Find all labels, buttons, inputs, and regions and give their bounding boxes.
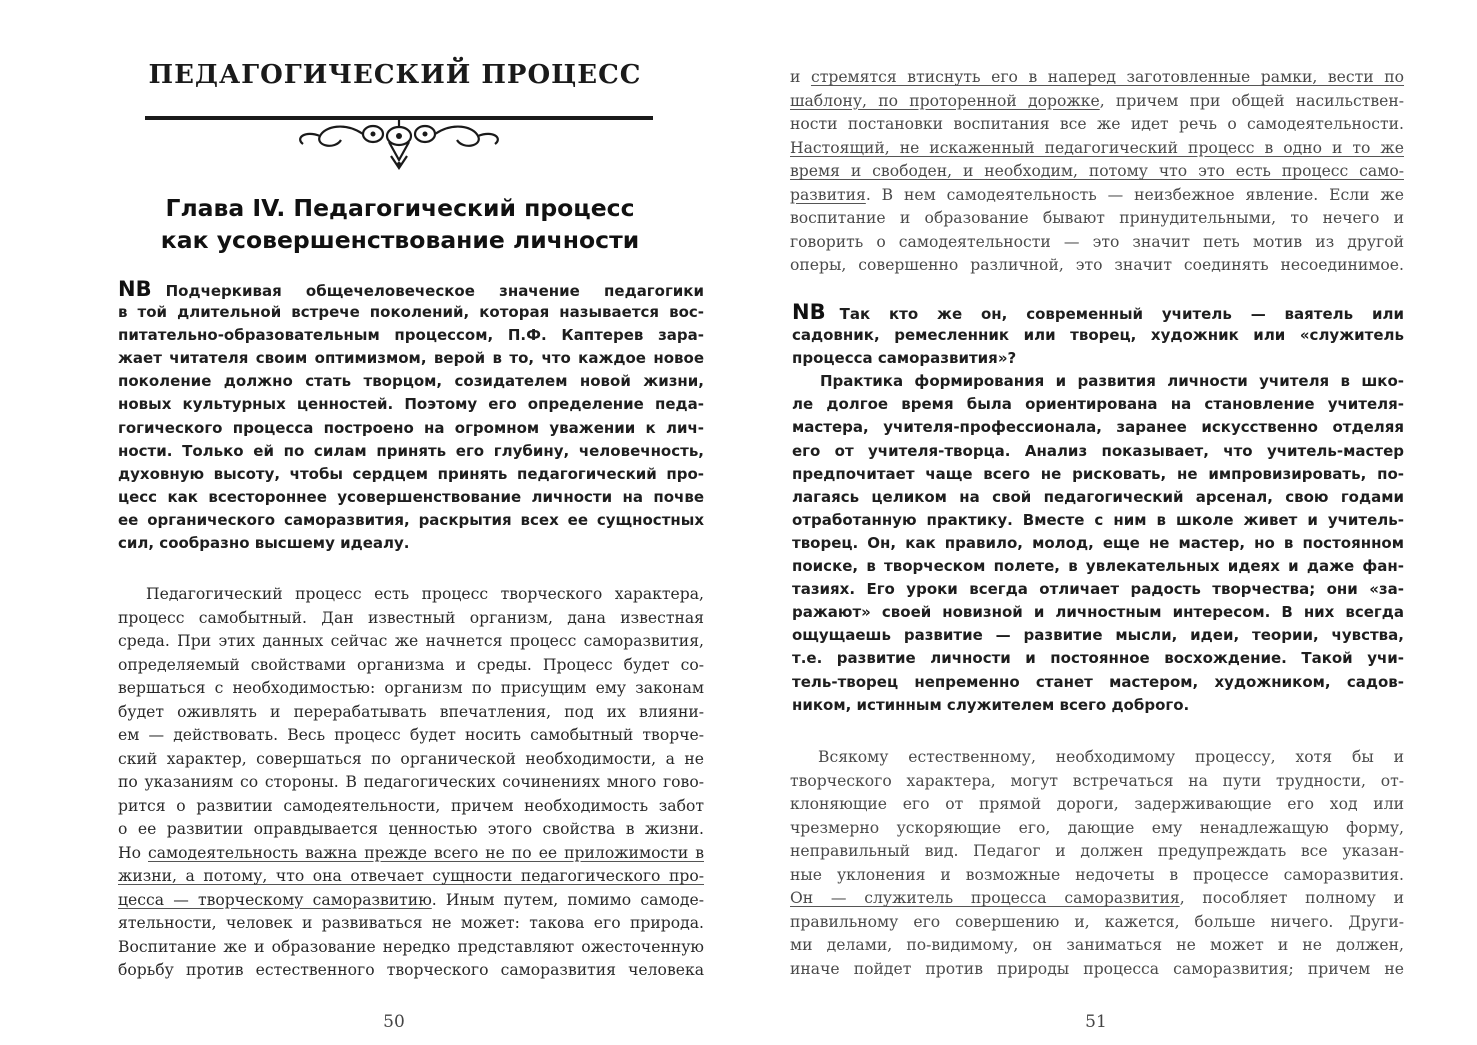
text-line: ности постановки воспитания все же идет речь о самодеятельности. <box>790 115 1404 133</box>
text-line: говорить о самодеятельности — это значит петь мотив из другой <box>790 232 1404 251</box>
text-line: духовную высоту, чтобы сердцем принять педагогический про- <box>118 464 704 483</box>
underlined-text: цесса — творческому саморазвитию <box>118 890 432 909</box>
text-line <box>790 184 1404 208</box>
text-line: Воспитание же и образование нередко представляют ожесточенную <box>118 937 704 956</box>
nb-label: NB <box>118 277 152 301</box>
chapter-title <box>120 192 680 256</box>
text-line: творческого характера, могут встречаться на пути трудности, от- <box>790 771 1404 790</box>
text-line: чрезмерно ускоряющие его, дающие ему ненадлежащую форму, <box>790 818 1404 837</box>
text-line: новых культурных ценностей. Поэтому его определение педа- <box>118 395 704 414</box>
text-line: ем — действовать. Весь процесс будет носить самобытный творче- <box>118 726 704 744</box>
underlined-text: самодеятельность важна прежде всего не по ее приложимости в <box>148 843 704 862</box>
text-line: определяемый свойствами организма и среды. Процесс будет со- <box>118 655 704 674</box>
text-line: Всякому естественному, необходимому процессу, хотя бы и <box>818 748 1404 766</box>
text-line: садовник, ремесленник или творец, художник или «служитель <box>792 326 1404 345</box>
text-line: ми делами, по-видимому, он заниматься не может и не должен, <box>790 936 1404 954</box>
text-segment: . В нем самодеятельность — неизбежное явление. Если же <box>865 185 1404 204</box>
underlined-text: Он — служитель процесса саморазвития <box>790 889 1180 907</box>
left-page <box>0 0 738 1045</box>
text-line <box>118 889 704 913</box>
text-line: мастера, учителя-профессионала, заранее искусственно отделяя <box>792 418 1404 437</box>
body-text <box>118 583 704 983</box>
text-line: ский характер, совершаться по органической необходимости, а не <box>118 749 704 768</box>
underlined-text: Настоящий, не искаженный педагогический процесс в одно и то же <box>790 138 1404 157</box>
text-line: поиске, в творческом полете, в увлекательных идеях и даже фан- <box>792 557 1404 576</box>
text-line: тазиях. Его уроки всегда отличает радость творчества; они «за- <box>792 580 1404 599</box>
text-line: ее органического саморазвития, раскрытия всех ее сущностных <box>118 510 704 529</box>
page-number: 50 <box>383 1012 405 1032</box>
text-line: ле долгое время была ориентирована на становление учителя- <box>792 395 1404 414</box>
text-line: рится о развитии самодеятельности, причем необходимость забот <box>118 796 704 815</box>
text-line: будет оживлять и перерабатывать впечатления, под их влияни- <box>118 702 704 721</box>
page-number: 51 <box>1085 1012 1107 1032</box>
text-line: его от учителя-творца. Анализ показывает, что учитель-мастер <box>792 441 1404 460</box>
text-line: неправильный вид. Педагог и должен предупреждать все указан- <box>790 842 1404 860</box>
text-line: вершаться с необходимостью: организм по присущим ему законам <box>118 679 704 697</box>
text-line: сил, сообразно высшему идеалу. <box>118 534 410 553</box>
text-line: воспитание и образование бывают принудительными, то нечего и <box>790 209 1404 227</box>
text-line: ятельности, человек и развиваться не может: такова его природа. <box>118 914 704 932</box>
underlined-text: стремятся втиснуть его в наперед заготовленные рамки, вести по <box>810 68 1405 86</box>
nb-commentary <box>118 278 704 555</box>
text-line: среда. При этих данных сейчас же начнется процесс саморазвития, <box>118 632 704 650</box>
nb-text: Подчеркивая общечеловеческое значение педагогики <box>165 282 704 300</box>
text-line: клоняющие его от прямой дороги, задерживающие его ход или <box>790 795 1404 813</box>
text-segment: , причем при общей насильствен- <box>1099 91 1404 110</box>
chapter-title-line: как усовершенствование личности <box>160 226 640 254</box>
text-segment: Но <box>118 843 148 862</box>
nb-commentary <box>792 301 1404 717</box>
nb-text: Так кто же он, современный учитель — ваятель или <box>839 305 1404 323</box>
text-line: ности. Только ей по силам принять его глубину, человечность, <box>118 441 704 460</box>
text-line: Практика формирования и развития личности учителя в шко- <box>820 372 1404 391</box>
text-line: тель-творец непременно станет мастером, художником, садов- <box>792 672 1404 691</box>
text-segment: и <box>790 68 811 86</box>
text-line <box>790 90 1404 114</box>
body-text-continued <box>790 66 1404 278</box>
text-line: Педагогический процесс есть процесс творческого характера, <box>146 585 704 603</box>
text-line: правильному его совершению и, кажется, больше ничего. Други- <box>790 912 1404 931</box>
underlined-text: развития <box>790 185 866 204</box>
chapter-title-line: Глава IV. Педагогический процесс <box>165 194 635 222</box>
text-line: процесс самобытный. Дан известный организм, дана известная <box>118 608 704 627</box>
text-line: ражают» своей новизной и личностным интересом. В них всегда <box>792 603 1404 622</box>
text-line: жает читателя своим оптимизмом, верой в то, что каждое новое <box>118 349 704 368</box>
text-line: гогического процесса построено на огромном уважении к лич- <box>118 418 704 437</box>
underlined-text: шаблону, по проторенной дорожке <box>790 91 1100 110</box>
text-line <box>792 301 1404 324</box>
text-line <box>790 66 1404 90</box>
right-page <box>740 0 1477 1045</box>
underlined-text: время и свободен, и необходим, потому что это есть процесс само- <box>790 162 1404 180</box>
text-line: творец. Он, как правило, молод, еще не мастер, но в постоянном <box>792 533 1404 552</box>
text-segment: . Иным путем, помимо самоде- <box>431 890 705 909</box>
text-line: иначе пойдет против природы процесса саморазвития; причем не <box>790 959 1404 978</box>
ornament-divider <box>145 112 653 174</box>
text-line: цесс как всестороннее усовершенствование личности на почве <box>118 487 704 506</box>
text-line <box>118 278 704 301</box>
text-line: предпочитает чаще всего не рисковать, не импровизировать, по- <box>792 464 1404 483</box>
text-segment: , пособляет полному и <box>1179 889 1404 907</box>
text-line: поколение должно стать творцом, созидателем новой жизни, <box>118 372 704 391</box>
text-line: ные уклонения и возможные недочеты в процессе саморазвития. <box>790 865 1404 884</box>
text-line <box>790 887 1404 911</box>
text-line: ощущаешь развитие — развитие мысли, идеи, теории, чувства, <box>792 626 1404 645</box>
text-line: о ее развитии оправдывается ценностью этого свойства в жизни. <box>118 820 704 838</box>
text-line: в той длительной встрече поколений, которая называется вос- <box>118 303 704 322</box>
body-text <box>790 746 1404 981</box>
underlined-text: жизни, а потому, что она отвечает сущности педагогического про- <box>118 867 704 885</box>
text-line: по указаниям со стороны. В педагогических сочинениях много гово- <box>118 773 704 791</box>
text-line <box>118 842 704 866</box>
text-line: лагаясь целиком на свой педагогический арсенал, свою годами <box>792 487 1404 506</box>
text-line: т.е. развитие личности и постоянное восхождение. Такой учи- <box>792 649 1404 668</box>
text-line: борьбу против естественного творческого саморазвития человека <box>118 961 704 979</box>
text-line: оперы, совершенно различной, это значит соединять несоединимое. <box>790 256 1404 274</box>
text-line: ником, истинным служителем всего доброго. <box>792 695 1190 714</box>
text-line: питательно-образовательным процессом, П.Ф. Каптерев зара- <box>118 326 704 345</box>
nb-label: NB <box>792 300 826 324</box>
text-line: процесса саморазвития»? <box>792 349 1017 368</box>
section-title: ПЕДАГОГИЧЕСКИЙ ПРОЦЕСС <box>148 60 642 90</box>
text-line: отработанную практику. Вместе с ним в школе живет и учитель- <box>792 510 1404 529</box>
